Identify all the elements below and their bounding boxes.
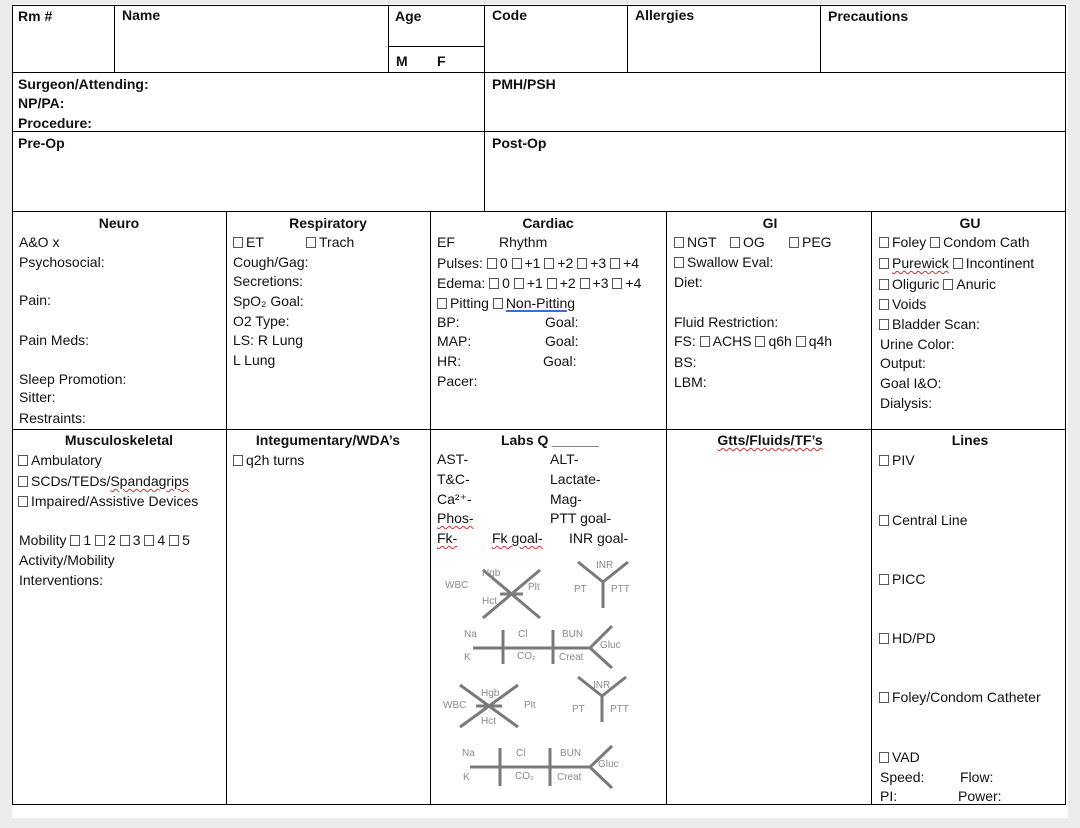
precautions-label: Precautions	[828, 8, 909, 24]
swallow-eval-option[interactable]	[674, 254, 773, 271]
rhythm-label: Rhythm	[499, 234, 548, 250]
age-label: Age	[395, 8, 422, 24]
peg-label: PEG	[802, 234, 832, 250]
hdpd-checkbox[interactable]	[879, 633, 889, 644]
pulse-1-label: +1	[524, 255, 541, 271]
mobility-5-label: 5	[182, 532, 190, 548]
q4h-label: q4h	[808, 333, 833, 349]
condom-cath-checkbox[interactable]	[930, 237, 940, 248]
hr-label: HR:	[437, 353, 462, 369]
border-top	[12, 5, 1066, 6]
flow-label: Flow:	[960, 769, 994, 785]
procedure-label: Procedure:	[18, 115, 92, 131]
ls-r-lung-label: LS: R Lung	[233, 332, 304, 348]
central-line-option[interactable]	[879, 512, 968, 529]
mobility-4-label: 4	[157, 532, 166, 548]
ca-label: Ca²⁺-	[437, 491, 472, 507]
pulse-4-label: +4	[623, 255, 640, 271]
mobility-1-label: 1	[83, 532, 92, 548]
foley-row	[879, 234, 1030, 251]
output-label: Output:	[880, 355, 926, 371]
pulse-0-checkbox[interactable]	[487, 258, 497, 269]
fish2-k: K	[463, 772, 470, 783]
col-line-4	[871, 211, 872, 805]
swallow-eval-label: Swallow Eval:	[687, 254, 774, 270]
ngt-checkbox[interactable]	[674, 237, 684, 248]
pulse-1-checkbox[interactable]	[512, 258, 522, 269]
spo2-goal-label: SpO₂ Goal:	[233, 293, 304, 309]
alt-label: ALT-	[550, 451, 579, 467]
fish1-wbc: WBC	[445, 580, 469, 591]
restraints-label: Restraints:	[19, 410, 86, 426]
pulse-2-checkbox[interactable]	[544, 258, 554, 269]
edema-0-checkbox[interactable]	[489, 278, 499, 289]
fish1-pt: PT	[574, 584, 587, 595]
trach-label: Trach	[319, 234, 355, 250]
name-label: Name	[122, 7, 161, 23]
q6h-checkbox[interactable]	[755, 336, 765, 347]
mobility-4-checkbox[interactable]	[144, 535, 154, 546]
q2h-turns-checkbox[interactable]	[233, 455, 243, 466]
pacer-label: Pacer:	[437, 373, 478, 389]
impaired-checkbox[interactable]	[18, 496, 28, 507]
rm-label: Rm #	[18, 8, 53, 24]
et-label: ET	[246, 234, 264, 250]
edema-1-label: +1	[526, 275, 543, 291]
gi-title: GI	[762, 215, 778, 231]
secretions-label: Secretions:	[233, 273, 304, 289]
sleep-promotion-label: Sleep Promotion:	[19, 371, 127, 387]
l-lung-label: L Lung	[233, 352, 276, 368]
age-divider	[388, 46, 484, 47]
central-line-checkbox[interactable]	[879, 515, 889, 526]
mobility-1-checkbox[interactable]	[70, 535, 80, 546]
pulse-2-label: +2	[557, 255, 574, 271]
fish2-cl: Cl	[516, 748, 526, 759]
urine-color-label: Urine Color:	[880, 336, 955, 352]
scds-checkbox[interactable]	[18, 476, 28, 487]
mobility-2-checkbox[interactable]	[95, 535, 105, 546]
fs-row	[674, 333, 832, 350]
lactate-label: Lactate-	[550, 471, 601, 487]
post-op-label: Post-Op	[492, 135, 547, 151]
voids-option[interactable]	[879, 296, 926, 313]
col-line-age	[484, 5, 485, 211]
et-option[interactable]	[233, 234, 264, 251]
fish2-plt: Plt	[524, 700, 536, 711]
pulses-row	[437, 255, 639, 272]
row-line-systems	[12, 429, 1066, 430]
female-label[interactable]: F	[437, 53, 446, 69]
col-line-rm	[114, 5, 115, 73]
ngt-label: NGT	[687, 234, 717, 250]
fish2-na: Na	[462, 748, 475, 759]
neuro-title: Neuro	[98, 215, 140, 231]
bp-goal-label: Goal:	[545, 314, 579, 330]
foley-condom-option[interactable]	[879, 689, 1041, 706]
row-line-procedure	[12, 131, 1066, 132]
q2h-turns-option[interactable]	[233, 452, 304, 469]
impaired-label: Impaired/Assistive Devices	[31, 493, 199, 509]
mobility-row	[19, 532, 190, 549]
cardiac-title: Cardiac	[522, 215, 574, 231]
ast-label: AST-	[437, 451, 469, 467]
central-line-label: Central Line	[892, 512, 968, 528]
map-label: MAP:	[437, 333, 472, 349]
vad-checkbox[interactable]	[879, 752, 889, 763]
scds-option[interactable]	[18, 473, 189, 490]
vad-option[interactable]	[879, 749, 920, 766]
fish1-na: Na	[464, 629, 477, 640]
edema-2-label: +2	[559, 275, 576, 291]
fk-goal-label	[492, 530, 543, 547]
inr-goal-label: INR goal-	[569, 530, 629, 546]
bp-label: BP:	[437, 314, 460, 330]
edema-2-checkbox[interactable]	[547, 278, 557, 289]
cough-gag-label: Cough/Gag:	[233, 254, 309, 270]
et-checkbox[interactable]	[233, 237, 243, 248]
border-bottom	[12, 804, 1066, 805]
np-pa-label: NP/PA:	[18, 95, 65, 111]
surgeon-label: Surgeon/Attending:	[18, 76, 149, 92]
respiratory-title: Respiratory	[289, 215, 367, 231]
fs-label: FS:	[674, 333, 696, 349]
edema-0-label: 0	[502, 275, 510, 291]
fish2-wbc: WBC	[443, 700, 467, 711]
piv-option[interactable]	[879, 452, 915, 469]
o2-type-label: O2 Type:	[233, 313, 290, 329]
piv-checkbox[interactable]	[879, 455, 889, 466]
voids-label: Voids	[892, 296, 927, 312]
trach-checkbox[interactable]	[306, 237, 316, 248]
activity-label: Activity/Mobility	[19, 552, 115, 568]
col-line-1	[226, 211, 227, 805]
achs-checkbox[interactable]	[700, 336, 710, 347]
pain-label: Pain:	[19, 292, 51, 308]
condom-cath-label: Condom Cath	[943, 234, 1030, 250]
purewick-label: Purewick	[892, 255, 949, 271]
fish2-hgb: Hgb	[481, 688, 500, 699]
msk-title: Musculoskeletal	[64, 432, 174, 448]
vad-label: VAD	[892, 749, 920, 765]
impaired-option[interactable]	[18, 493, 198, 510]
phos-label: Phos-	[437, 510, 474, 526]
fish1-hct: Hct	[482, 596, 497, 607]
fish1-hgb: Hgb	[482, 568, 501, 579]
anuric-checkbox[interactable]	[943, 279, 953, 290]
oliguric-label: Oliguric	[892, 276, 940, 292]
fish1-gluc: Gluc	[600, 640, 621, 651]
mag-label: Mag-	[550, 491, 582, 507]
picc-label: PICC	[892, 571, 926, 587]
picc-option[interactable]	[879, 571, 925, 588]
edema-4-label: +4	[625, 275, 642, 291]
non-pitting-checkbox[interactable]	[493, 298, 503, 309]
lbm-label: LBM:	[674, 374, 707, 390]
ao-label: A&O x	[19, 234, 60, 250]
goal-io-label: Goal I&O:	[880, 375, 942, 391]
fish1-inr: INR	[596, 560, 614, 571]
hr-goal-label: Goal:	[543, 353, 577, 369]
edema-1-checkbox[interactable]	[514, 278, 524, 289]
picc-checkbox[interactable]	[879, 574, 889, 585]
og-checkbox[interactable]	[730, 237, 740, 248]
fish2-pt: PT	[572, 704, 585, 715]
oliguric-checkbox[interactable]	[879, 279, 889, 290]
mobility-label: Mobility	[19, 532, 67, 548]
fish1-co2: CO₂	[517, 651, 536, 662]
pulse-4-checkbox[interactable]	[610, 258, 620, 269]
fish2-inr: INR	[593, 680, 611, 691]
fk-goal-text: Fk goal-	[492, 530, 543, 546]
fish2-ptt: PTT	[610, 704, 629, 715]
interventions-label: Interventions:	[19, 572, 104, 588]
pain-meds-label: Pain Meds:	[19, 332, 90, 348]
male-label[interactable]: M	[396, 53, 408, 69]
ngt-option[interactable]	[674, 234, 717, 251]
voids-checkbox[interactable]	[879, 299, 889, 310]
foley-label: Foley	[892, 234, 927, 250]
pitting-checkbox[interactable]	[437, 298, 447, 309]
purewick-checkbox[interactable]	[879, 258, 889, 269]
edema-3-label: +3	[592, 275, 609, 291]
fish1-cl: Cl	[518, 629, 528, 640]
gu-title: GU	[959, 215, 981, 231]
q2h-turns-label: q2h turns	[246, 452, 305, 468]
col-line-code	[627, 5, 628, 73]
q6h-label: q6h	[768, 333, 792, 349]
fk-label: Fk-	[437, 530, 458, 546]
mobility-3-label: 3	[132, 532, 141, 548]
edema-row	[437, 275, 641, 292]
dialysis-label: Dialysis:	[880, 395, 933, 411]
foley-condom-checkbox[interactable]	[879, 692, 889, 703]
og-label: OG	[743, 234, 765, 250]
fish1-bun: BUN	[562, 629, 584, 640]
ambulatory-checkbox[interactable]	[18, 455, 28, 466]
hdpd-option[interactable]	[879, 630, 936, 647]
mobility-5-checkbox[interactable]	[169, 535, 179, 546]
fish1-k: K	[464, 652, 471, 663]
purewick-row	[879, 255, 1034, 272]
fish2-gluc: Gluc	[598, 759, 619, 770]
pulses-label: Pulses:	[437, 255, 483, 271]
mobility-2-label: 2	[108, 532, 116, 548]
labs-title: Labs Q ______	[500, 432, 600, 448]
bladder-scan-option[interactable]	[879, 316, 980, 333]
bs-label: BS:	[674, 354, 697, 370]
fish1-ptt: PTT	[611, 584, 630, 595]
col-line-name	[388, 5, 389, 73]
fish2-bun: BUN	[560, 748, 582, 759]
col-line-allergies	[820, 5, 821, 73]
fluid-restriction-label: Fluid Restriction:	[674, 314, 779, 330]
edema-3-checkbox[interactable]	[580, 278, 590, 289]
pulse-3-label: +3	[590, 255, 607, 271]
lines-title: Lines	[951, 432, 989, 448]
bladder-scan-label: Bladder Scan:	[892, 316, 980, 332]
foley-checkbox[interactable]	[879, 237, 889, 248]
row-line-preop	[12, 211, 1066, 212]
tc-label: T&C-	[437, 471, 470, 487]
trach-option[interactable]	[306, 234, 354, 251]
speed-label: Speed:	[880, 769, 925, 785]
fish2-co2: CO₂	[515, 771, 534, 782]
ptt-goal-label: PTT goal-	[550, 510, 612, 526]
incontinent-checkbox[interactable]	[953, 258, 963, 269]
bladder-scan-checkbox[interactable]	[879, 319, 889, 330]
code-label: Code	[492, 7, 527, 23]
pmh-psh-label: PMH/PSH	[492, 76, 556, 92]
achs-label: ACHS	[712, 333, 752, 349]
scds-label: SCDs/TEDs/	[31, 473, 111, 489]
oliguric-row	[879, 276, 996, 293]
pitting-row	[437, 295, 575, 312]
og-option[interactable]	[730, 234, 765, 251]
integ-title: Integumentary/WDA’s	[255, 432, 401, 448]
piv-label: PIV	[892, 452, 915, 468]
diet-label: Diet:	[674, 274, 703, 290]
edema-label: Edema:	[437, 275, 486, 291]
ambulatory-option[interactable]	[18, 452, 102, 469]
pre-op-label: Pre-Op	[18, 135, 65, 151]
psychosocial-label: Psychosocial:	[19, 254, 105, 270]
col-line-3	[666, 211, 667, 805]
anuric-label: Anuric	[956, 276, 997, 292]
pulse-0-label: 0	[499, 255, 508, 271]
pi-label: PI:	[880, 788, 898, 804]
foley-condom-label: Foley/Condom Catheter	[892, 689, 1041, 705]
power-label: Power:	[958, 788, 1002, 804]
hdpd-label: HD/PD	[892, 630, 936, 646]
incontinent-label: Incontinent	[965, 255, 1035, 271]
col-line-2	[430, 211, 431, 805]
ef-label: EF	[437, 234, 455, 250]
spandagrips-label: Spandagrips	[110, 473, 189, 489]
peg-checkbox[interactable]	[789, 237, 799, 248]
non-pitting-label: Non-Pitting	[505, 295, 576, 311]
map-goal-label: Goal:	[545, 333, 579, 349]
swallow-eval-checkbox[interactable]	[674, 257, 684, 268]
fish1-creat: Creat	[559, 652, 584, 663]
fish1-plt: Plt	[528, 582, 540, 593]
fish2-creat: Creat	[557, 772, 582, 783]
border-left	[12, 5, 13, 805]
fish2-hct: Hct	[481, 716, 496, 727]
border-right	[1065, 5, 1066, 805]
ambulatory-label: Ambulatory	[31, 452, 102, 468]
pitting-label: Pitting	[450, 295, 489, 311]
q4h-checkbox[interactable]	[796, 336, 806, 347]
mobility-3-checkbox[interactable]	[120, 535, 130, 546]
peg-option[interactable]	[789, 234, 832, 251]
allergies-label: Allergies	[635, 7, 695, 23]
gtts-title: Gtts/Fluids/TF’s	[717, 432, 823, 448]
pulse-3-checkbox[interactable]	[577, 258, 587, 269]
edema-4-checkbox[interactable]	[612, 278, 622, 289]
row-line-header	[12, 72, 1066, 73]
sitter-label: Sitter:	[19, 389, 56, 405]
